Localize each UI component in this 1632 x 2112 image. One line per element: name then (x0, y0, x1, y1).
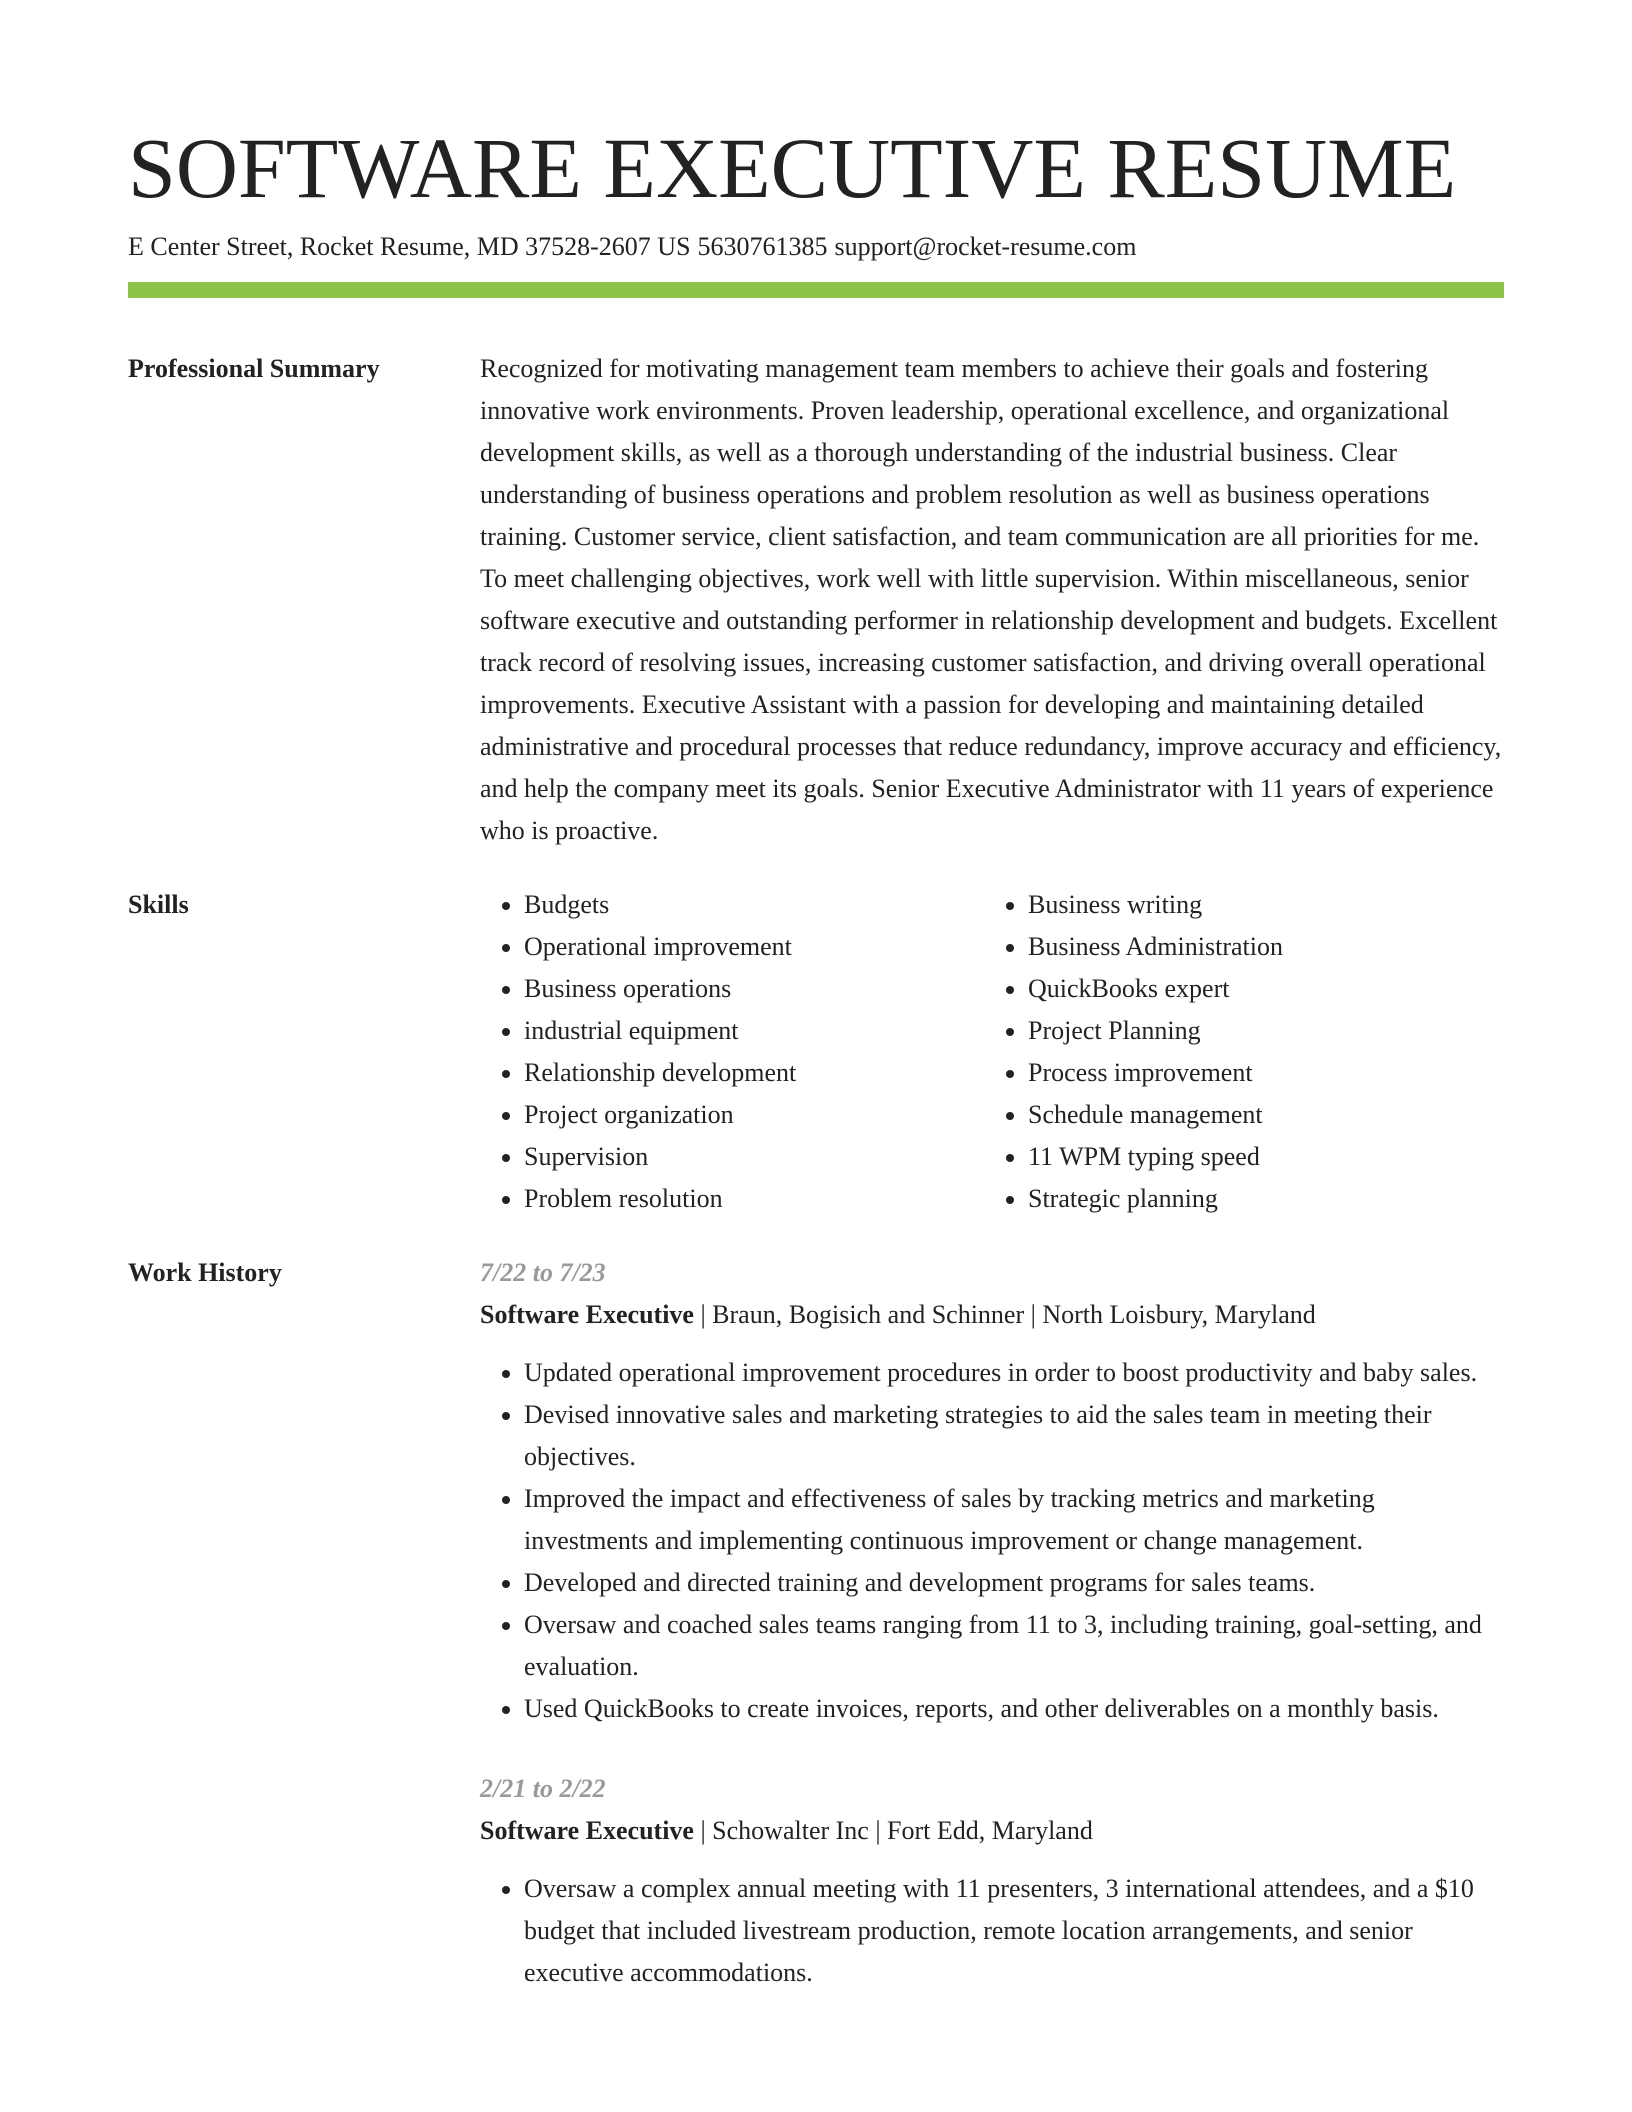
job-entry (480, 1768, 1504, 1994)
skill-item: • Process improvement (1028, 1052, 1488, 1094)
list-item: • Used QuickBooks to create invoices, reports, and other deliverables on a monthly basis. (524, 1688, 1504, 1730)
work-history-list (480, 1252, 1504, 1994)
skill-item: • Problem resolution (524, 1178, 984, 1220)
list-item: • Developed and directed training and development programs for sales teams. (524, 1562, 1504, 1604)
skill-item: • Project Planning (1028, 1010, 1488, 1052)
skill-item: • Strategic planning (1028, 1178, 1488, 1220)
skill-item: • Relationship development (524, 1052, 984, 1094)
job-employer-location: | Schowalter Inc | Fort Edd, Maryland (693, 1816, 1093, 1845)
section-label: Professional Summary (128, 354, 380, 383)
section-work-history (128, 1252, 1504, 1994)
skills-list-right (984, 884, 1488, 1220)
summary-text: Recognized for motivating management team members to achieve their goals and fostering innovative work environments. Proven leadership, operational excellence, and organizational development skills, as well as a thorough understanding of the industrial business. Clear understanding of business operations and problem resolution as well as business operations training. Customer service, client satisfaction, and team communication are all priorities for me. To meet challenging objectives, work well with little supervision. Within miscellaneous, senior software executive and outstanding performer in relationship development and budgets. Excellent track record of resolving issues, increasing customer satisfaction, and driving overall operational improvements. Executive Assistant with a passion for developing and maintaining detailed administrative and procedural processes that reduce redundancy, improve accuracy and efficiency, and help the company meet its goals. Senior Executive Administrator with 11 years of experience who is proactive. (480, 354, 1502, 845)
skill-item: • 11 WPM typing speed (1028, 1136, 1488, 1178)
job-employer-location: | Braun, Bogisich and Schinner | North Loisbury, Maryland (693, 1300, 1316, 1329)
section-label: Skills (128, 890, 189, 919)
resume-title: SOFTWARE EXECUTIVE RESUME (128, 120, 1457, 216)
contact-email: support@rocket-resume.com (834, 232, 1137, 261)
skill-item: • Business Administration (1028, 926, 1488, 968)
list-item: • Oversaw and coached sales teams ranging from 11 to 3, including training, goal-setting, and evaluation. (524, 1604, 1504, 1688)
contact-address: E Center Street, Rocket Resume, MD 37528-2607 US (128, 232, 691, 261)
job-bullets (480, 1352, 1504, 1730)
skill-item: • Business writing (1028, 884, 1488, 926)
skill-item: • Project organization (524, 1094, 984, 1136)
job-title: Software Executive (480, 1816, 694, 1845)
skill-item: • Schedule management (1028, 1094, 1488, 1136)
list-item: • Oversaw a complex annual meeting with 11 presenters, 3 international attendees, and a $10 budget that included livestream production, remote location arrangements, and senior executive accommodations. (524, 1868, 1504, 1994)
contact-phone: 5630761385 (697, 232, 828, 261)
job-title-line (480, 1294, 1504, 1336)
accent-divider (128, 282, 1504, 298)
contact-line (128, 230, 1504, 264)
resume-page (128, 118, 1504, 1994)
skills-list-left (480, 884, 984, 1220)
job-dates: 7/22 to 7/23 (480, 1258, 606, 1287)
section-label: Work History (128, 1258, 282, 1287)
job-title-line (480, 1810, 1504, 1852)
skill-item: • industrial equipment (524, 1010, 984, 1052)
job-entry (480, 1252, 1504, 1730)
section-skills (128, 884, 1504, 1220)
skill-item: • Budgets (524, 884, 984, 926)
skills-columns (480, 884, 1504, 1220)
skill-item: • Operational improvement (524, 926, 984, 968)
job-title: Software Executive (480, 1300, 694, 1329)
section-professional-summary (128, 348, 1504, 852)
list-item: • Devised innovative sales and marketing strategies to aid the sales team in meeting their objectives. (524, 1394, 1504, 1478)
skill-item: • Supervision (524, 1136, 984, 1178)
job-dates: 2/21 to 2/22 (480, 1774, 606, 1803)
skill-item: • Business operations (524, 968, 984, 1010)
job-bullets (480, 1868, 1504, 1994)
list-item: • Updated operational improvement procedures in order to boost productivity and baby sales. (524, 1352, 1504, 1394)
list-item: • Improved the impact and effectiveness of sales by tracking metrics and marketing investments and implementing continuous improvement or change management. (524, 1478, 1504, 1562)
skill-item: • QuickBooks expert (1028, 968, 1488, 1010)
